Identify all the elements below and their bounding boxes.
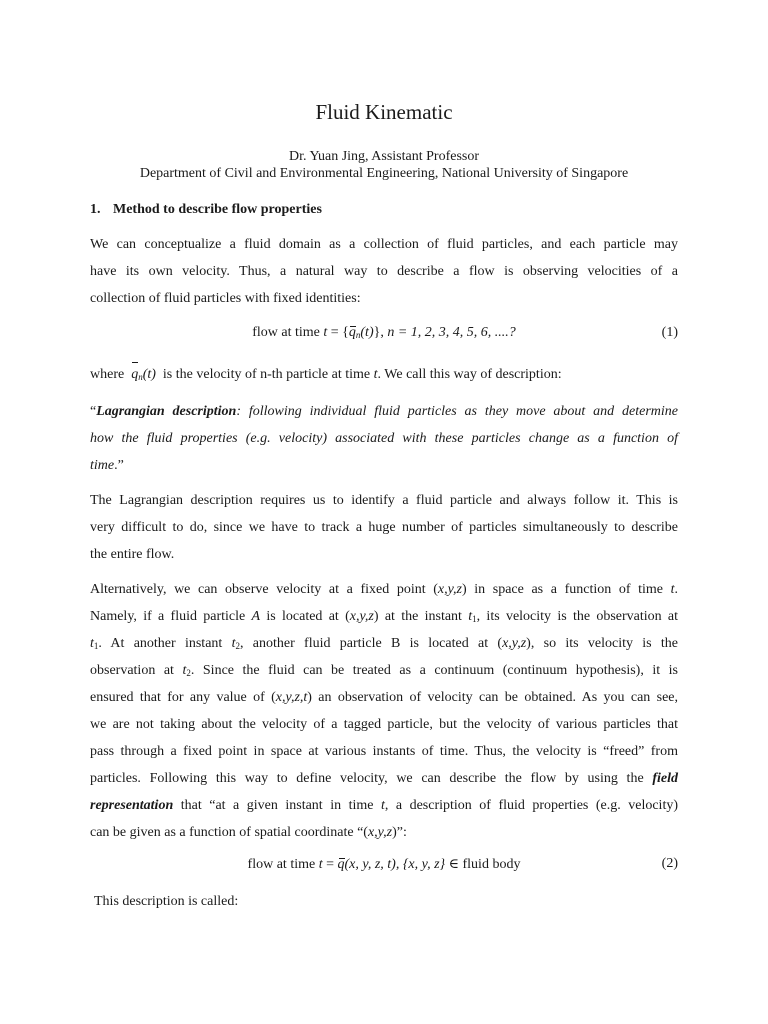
equation-number: (2): [661, 856, 678, 871]
paragraph-line: have its own velocity. Thus, a natural way to describe a flow is observing velocities of a: [90, 264, 678, 279]
affiliation-line: Department of Civil and Environmental Engineering, National University of Singapore: [139, 166, 629, 181]
paragraph-where: [90, 361, 678, 388]
equation-body: flow at time t = q(x, y, z, t), {x, y, z} ∈ fluid body: [247, 857, 521, 872]
paragraph-line: The Lagrangian description requires us to identify a fluid particle and always follow it. This is: [90, 493, 678, 508]
section-number: 1.: [90, 202, 101, 217]
term-field: field: [652, 771, 679, 786]
paragraph-line: Namely, if a fluid particle A is located at (x,y,z) at the instant $t_1$, its velocity is the observation at: [90, 609, 679, 624]
paragraph-description-called: [94, 888, 682, 915]
paragraph-line: we are not taking about the velocity of a tagged particle, but the velocity of various particles that: [90, 717, 678, 732]
paragraph-line: can be given as a function of spatial coordinate “(x,y,z)”:: [90, 825, 407, 840]
q-vector: q: [337, 857, 345, 872]
paragraph-line: “Lagrangian description: following individual fluid particles as they move about and determine: [90, 404, 678, 419]
term-lagrangian: Lagrangian description: [96, 404, 237, 419]
q-vector: q: [348, 325, 356, 340]
paragraph-line: the entire flow.: [90, 547, 175, 562]
paragraph-line: time.”: [90, 458, 124, 473]
equation-body: flow at time $t = \{q_n(t)\}$, n = 1, 2, 3, 4, 5, 6, ....?: [252, 325, 516, 340]
paragraph-line: This description is called:: [94, 894, 239, 909]
paragraph-field-representation: [90, 576, 678, 846]
paragraph-line: where $q_n(t)$ is the velocity of n-th particle at time t. We call this way of description:: [90, 361, 678, 388]
lagrangian-definition: [90, 398, 678, 479]
paragraph-line: how the fluid properties (e.g. velocity) associated with these particles change as a function of: [90, 431, 678, 446]
equation-number: (1): [661, 325, 678, 340]
paragraph-line: $t_1$. At another instant $t_2$, another fluid particle B is located at (x,y,z), so its velocity is the: [90, 636, 678, 651]
paragraph-line: Alternatively, we can observe velocity at a fixed point (x,y,z) in space as a function of time t.: [90, 582, 679, 597]
section-title: Method to describe flow properties: [113, 202, 322, 217]
paragraph-line: representation that “at a given instant in time t, a description of fluid properties (e.g. velocity): [90, 798, 678, 813]
paragraph-intro: [90, 231, 678, 312]
paragraph-line: observation at $t_2$. Since the fluid can be treated as a continuum (continuum hypothesis), it is: [90, 663, 679, 678]
paragraph-line: pass through a fixed point in space at various instants of time. Thus, the velocity is “freed” from: [90, 744, 678, 759]
document-title: Fluid Kinematic: [315, 100, 453, 124]
paragraph-line: ensured that for any value of (x,y,z,t) an observation of velocity can be obtained. As you can see,: [90, 690, 678, 705]
paragraph-lagrangian-difficulty: [90, 487, 678, 568]
author-line: Dr. Yuan Jing, Assistant Professor: [288, 149, 480, 164]
term-representation: representation: [90, 798, 174, 813]
paragraph-line: collection of fluid particles with fixed identities:: [90, 291, 361, 306]
section-heading: [90, 202, 322, 218]
paragraph-line: We can conceptualize a fluid domain as a collection of fluid particles, and each particle may: [90, 237, 678, 252]
paragraph-line: very difficult to do, since we have to track a huge number of particles simultaneously to describe: [90, 520, 678, 535]
paragraph-line: particles. Following this way to define velocity, we can describe the flow by using the field: [90, 771, 679, 786]
